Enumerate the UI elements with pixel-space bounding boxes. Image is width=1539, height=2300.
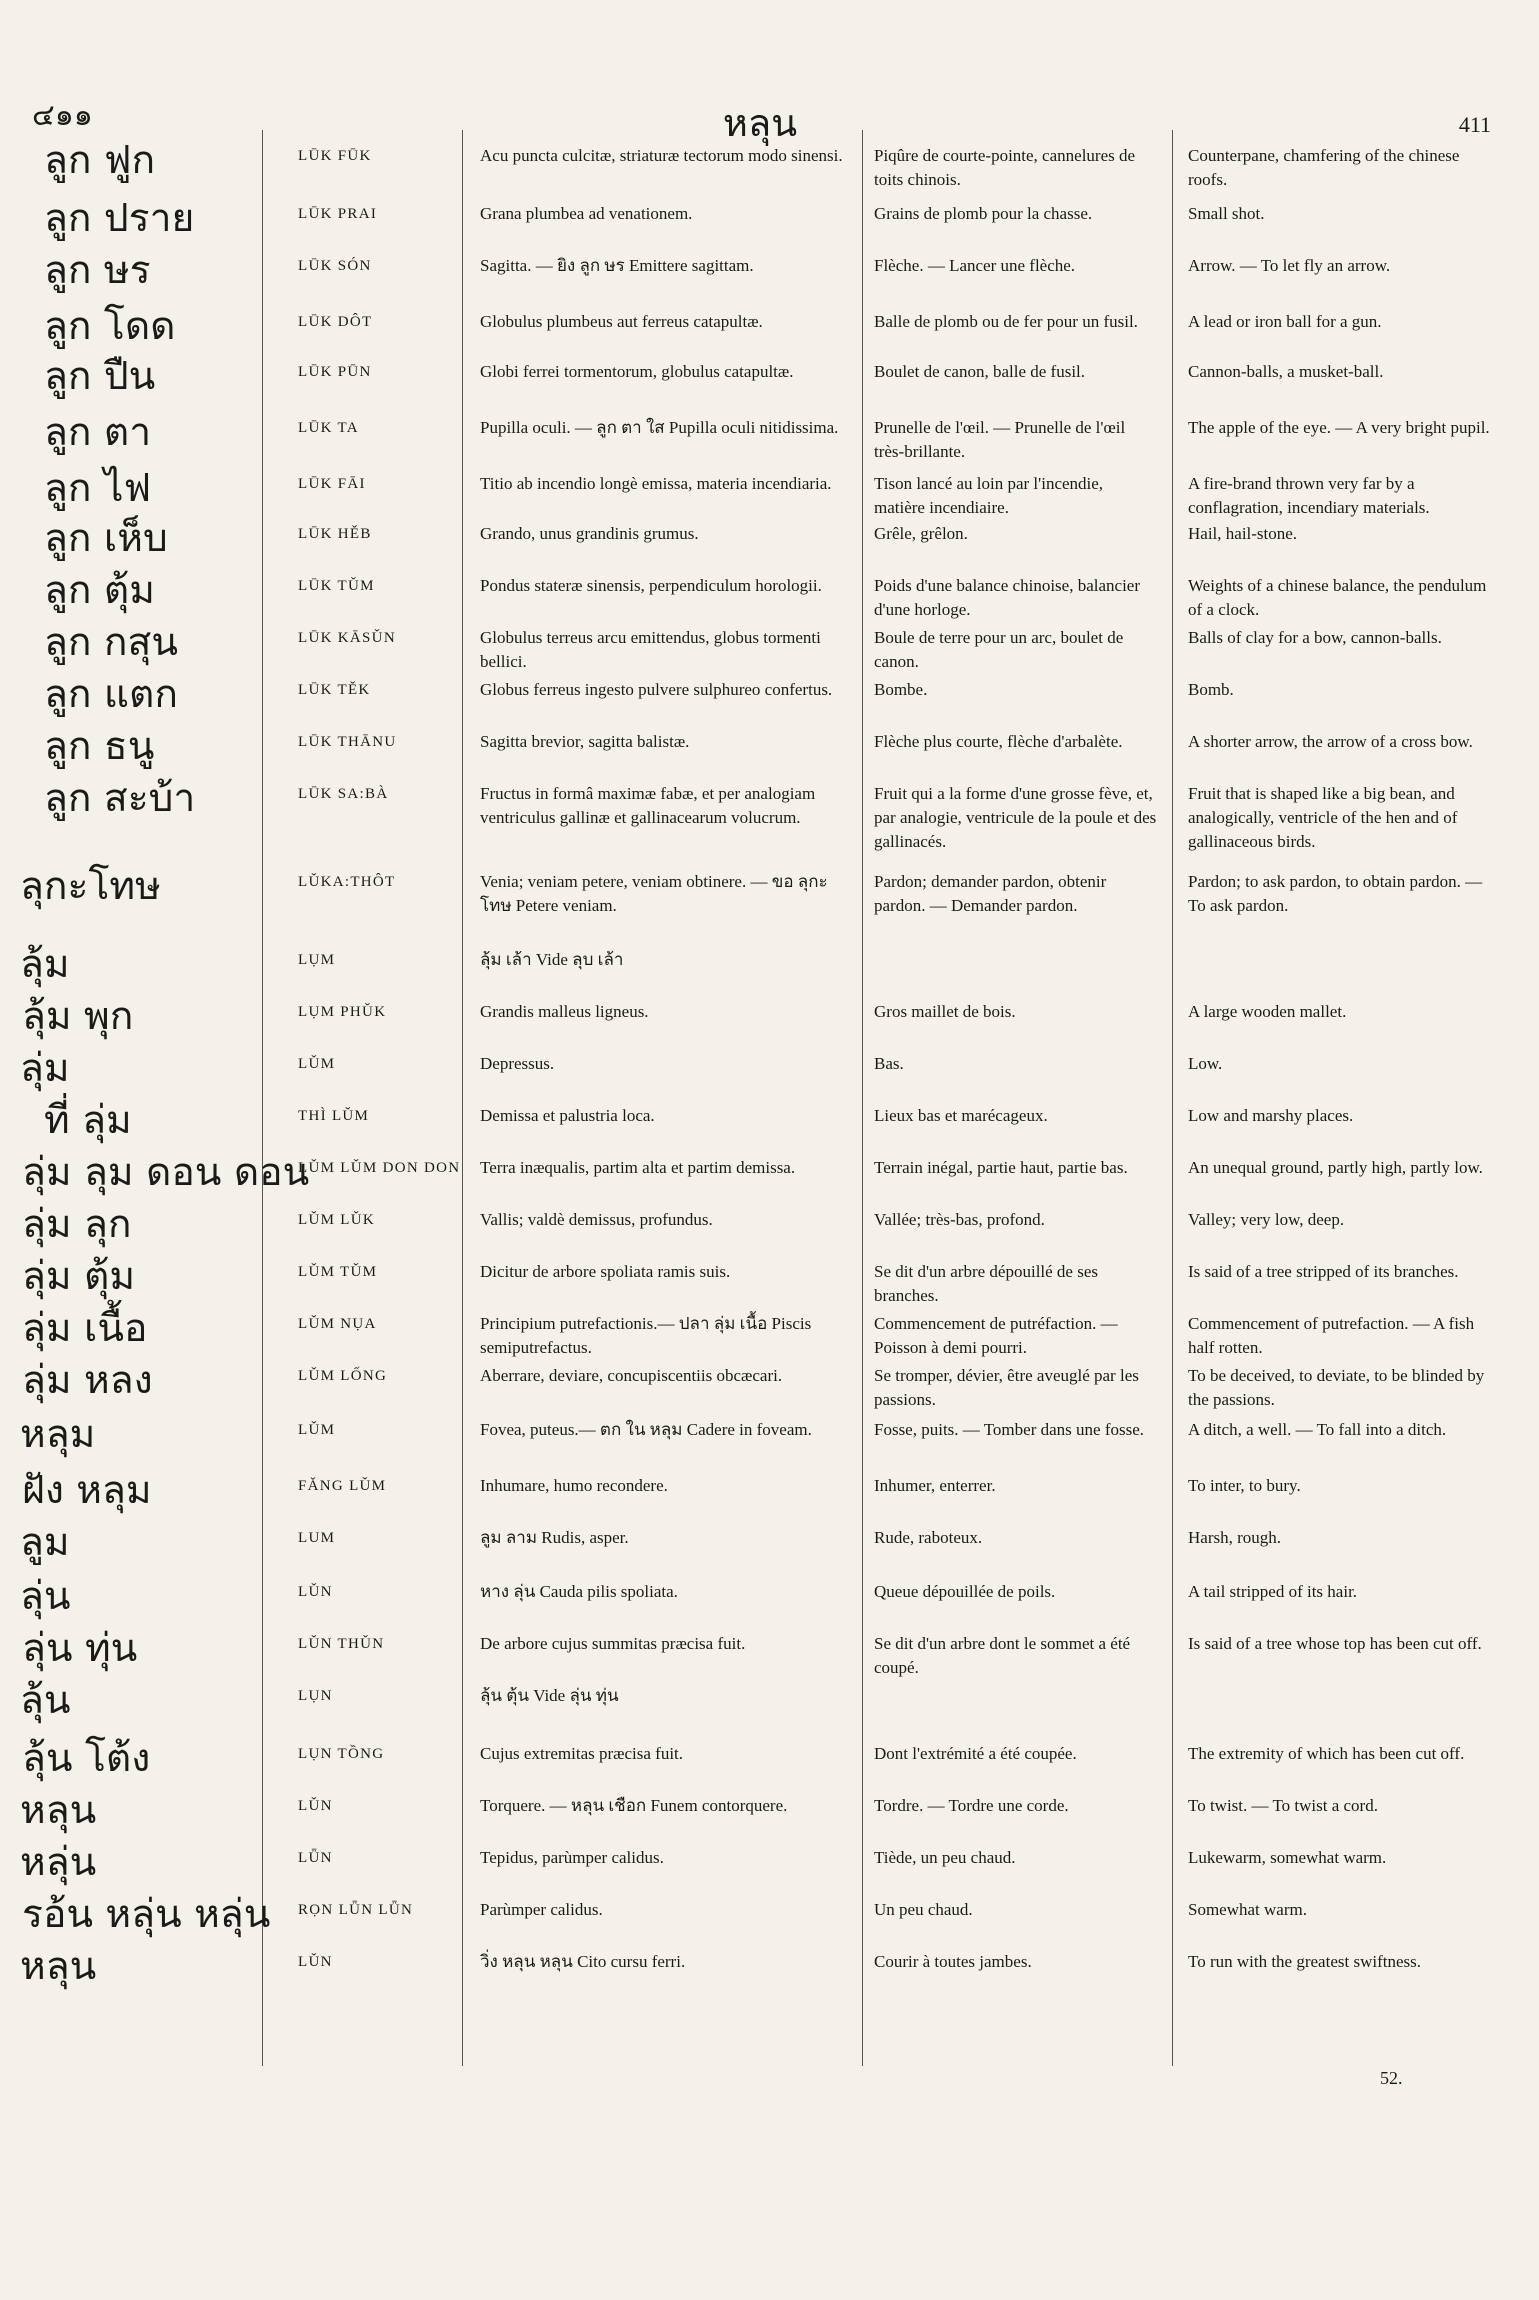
entry-latin: Globulus plumbeus aut ferreus catapultæ.	[480, 312, 763, 331]
entry-latin: Tepidus, parùmper calidus.	[480, 1848, 664, 1867]
entry-romanization: LǓM LỐNG	[298, 1368, 388, 1384]
entry-latin: Sagitta. — ยิง ลูก ษร Emittere sagittam.	[480, 256, 754, 275]
entry-latin: Venia; veniam petere, veniam obtinere. — ขอ ลุกะโทษ Petere veniam.	[480, 872, 828, 915]
entry-row	[0, 620, 1539, 672]
entry-french: Se dit d'un arbre dont le sommet a été coupé.	[874, 1634, 1131, 1677]
entry-romanization: LỤN TỒNG	[298, 1746, 385, 1762]
entry-french: Lieux bas et marécageux.	[874, 1106, 1048, 1125]
entry-latin: Titio ab incendio longè emissa, materia incendiaria.	[480, 474, 832, 493]
entry-row	[0, 304, 1539, 354]
entry-french: Prunelle de l'œil. — Prunelle de l'œil très-brillante.	[874, 418, 1126, 461]
entry-romanization: LǓN THǓN	[298, 1636, 385, 1652]
entry-english: Commencement of putrefaction. — A fish half rotten.	[1188, 1314, 1475, 1357]
entry-french	[862, 1678, 1172, 1684]
entry-romanization: RỌN LǕN LǕN	[298, 1902, 414, 1918]
entry-romanization: THÌ LǓM	[298, 1108, 370, 1124]
entry-romanization: LŪK PRAI	[298, 206, 378, 222]
entry-romanization: LǓN	[298, 1954, 333, 1970]
entry-latin: Inhumare, humo recondere.	[480, 1476, 668, 1495]
running-head: หลุน	[722, 101, 798, 145]
entry-english	[1172, 1678, 1532, 1684]
entry-headword: ลูก ปราย	[44, 196, 195, 241]
entry-english: Pardon; to ask pardon, to obtain pardon. — To ask pardon.	[1188, 872, 1483, 915]
entry-english: Harsh, rough.	[1188, 1528, 1282, 1547]
entry-romanization: LŪK TĚK	[298, 682, 371, 698]
entry-romanization: LỤN	[298, 1688, 333, 1704]
entry-row	[0, 1626, 1539, 1678]
entry-row	[0, 1202, 1539, 1254]
entry-romanization: LŪK TA	[298, 420, 359, 436]
entry-headword: ลุ่ม ลุม ดอน ดอน	[22, 1150, 310, 1195]
entry-english: Valley; very low, deep.	[1188, 1210, 1345, 1229]
entry-english: Small shot.	[1188, 204, 1265, 223]
entry-latin: Globulus terreus arcu emittendus, globus tormenti bellici.	[480, 628, 821, 671]
entry-romanization: LŪK SA:BÀ	[298, 786, 389, 802]
entry-latin: Principium putrefactionis.— ปลา ลุ่ม เนื้อ Piscis semiputrefactus.	[480, 1314, 812, 1357]
entry-english: To be deceived, to deviate, to be blinded by the passions.	[1188, 1366, 1485, 1409]
entry-headword: ที่ ลุ่ม	[44, 1098, 132, 1143]
entry-headword: ลูม	[20, 1520, 70, 1565]
entry-romanization: LŪK FŪK	[298, 148, 372, 164]
entry-row	[0, 864, 1539, 942]
entry-romanization: FǍNG LǓM	[298, 1478, 387, 1494]
entry-french: Gros maillet de bois.	[874, 1002, 1016, 1021]
entry-headword: หลุม	[20, 1412, 96, 1457]
page-number: 411	[1458, 112, 1491, 137]
entry-headword: ลุ่น	[20, 1574, 71, 1619]
entry-french: Grêle, grêlon.	[874, 524, 968, 543]
entry-french: Courir à toutes jambes.	[874, 1952, 1032, 1971]
entry-latin: Globi ferrei tormentorum, globulus catapultæ.	[480, 362, 794, 381]
entry-french: Pardon; demander pardon, obtenir pardon. — Demander pardon.	[874, 872, 1107, 915]
entry-french: Grains de plomb pour la chasse.	[874, 204, 1093, 223]
entry-french: Queue dépouillée de poils.	[874, 1582, 1056, 1601]
entry-latin: วิ่ง หลุน หลุน Cito cursu ferri.	[480, 1952, 686, 1971]
entry-english: A lead or iron ball for a gun.	[1188, 312, 1382, 331]
entry-row	[0, 568, 1539, 620]
entry-english: Cannon-balls, a musket-ball.	[1188, 362, 1384, 381]
entry-row	[0, 1098, 1539, 1150]
entry-headword: ลูก แตก	[44, 672, 178, 717]
entry-headword: ฝัง หลุม	[22, 1468, 152, 1513]
entry-english: A tail stripped of its hair.	[1188, 1582, 1358, 1601]
entry-romanization: LŪK TǓM	[298, 578, 375, 594]
entry-english: Low.	[1188, 1054, 1223, 1073]
entry-headword: หลุน	[20, 1788, 97, 1833]
entry-headword: ลุ่ม เนื้อ	[22, 1306, 148, 1351]
entry-english: To twist. — To twist a cord.	[1188, 1796, 1378, 1815]
entry-english: A ditch, a well. — To fall into a ditch.	[1188, 1420, 1447, 1439]
entry-list	[0, 138, 1539, 1996]
entry-romanization: LǓM NỤA	[298, 1316, 377, 1332]
entry-english: A large wooden mallet.	[1188, 1002, 1347, 1021]
entry-row	[0, 1306, 1539, 1358]
page-number-thai: ๔๑๑	[32, 98, 93, 133]
entry-row	[0, 1520, 1539, 1574]
entry-row	[0, 1840, 1539, 1892]
entry-headword: หลุ่น	[20, 1840, 97, 1885]
entry-french: Boule de terre pour un arc, boulet de canon.	[874, 628, 1124, 671]
entry-row	[0, 994, 1539, 1046]
entry-romanization: LŪK KĀSǓN	[298, 630, 396, 646]
entry-row	[0, 516, 1539, 568]
entry-romanization: LŪK SÓN	[298, 258, 372, 274]
entry-romanization: LǕN	[298, 1850, 333, 1866]
entry-headword: ลุ้ม	[20, 942, 70, 987]
entry-english: The apple of the eye. — A very bright pupil.	[1188, 418, 1490, 437]
entry-romanization: LỤM PHǓK	[298, 1004, 387, 1020]
entry-french: Boulet de canon, balle de fusil.	[874, 362, 1086, 381]
entry-row	[0, 1358, 1539, 1412]
entry-row	[0, 1468, 1539, 1520]
entry-headword: ลูก กสุน	[44, 620, 178, 665]
entry-row	[0, 248, 1539, 304]
entry-romanization: LŪK FĀI	[298, 476, 366, 492]
entry-english: To inter, to bury.	[1188, 1476, 1301, 1495]
entry-latin: Terra inæqualis, partim alta et partim demissa.	[480, 1158, 796, 1177]
entry-french: Dont l'extrémité a été coupée.	[874, 1744, 1077, 1763]
entry-french: Rude, raboteux.	[874, 1528, 983, 1547]
entry-french: Bombe.	[874, 680, 928, 699]
entry-headword: ลุ่น ทุ่น	[22, 1626, 138, 1671]
entry-french: Balle de plomb ou de fer pour un fusil.	[874, 312, 1138, 331]
entry-headword: ลูก สะบ้า	[44, 776, 196, 821]
entry-headword: ลุ่ม	[20, 1046, 70, 1091]
entry-french: Se tromper, dévier, être aveuglé par les passions.	[874, 1366, 1139, 1409]
entry-english: Balls of clay for a bow, cannon-balls.	[1188, 628, 1442, 647]
entry-romanization: LǓN	[298, 1798, 333, 1814]
entry-row	[0, 466, 1539, 516]
entry-english: Weights of a chinese balance, the pendulum of a clock.	[1188, 576, 1487, 619]
entry-latin: Dicitur de arbore spoliata ramis suis.	[480, 1262, 731, 1281]
entry-latin: Parùmper calidus.	[480, 1900, 603, 1919]
entry-french: Piqûre de courte-pointe, cannelures de toits chinois.	[874, 146, 1136, 189]
entry-headword: ลูก ธนู	[44, 724, 155, 769]
entry-headword: ลูก ษร	[44, 248, 151, 293]
entry-french: Commencement de putréfaction. — Poisson à demi pourri.	[874, 1314, 1118, 1357]
entry-english	[1172, 942, 1532, 948]
entry-row	[0, 1412, 1539, 1468]
entry-french: Fruit qui a la forme d'une grosse fève, et, par analogie, ventricule de la poule et des gallinacés.	[874, 784, 1157, 851]
entry-row	[0, 1254, 1539, 1306]
entry-latin: Cujus extremitas præcisa fuit.	[480, 1744, 684, 1763]
entry-latin: Pondus stateræ sinensis, perpendiculum horologii.	[480, 576, 822, 595]
entry-french: Tordre. — Tordre une corde.	[874, 1796, 1069, 1815]
entry-english: Counterpane, chamfering of the chinese roofs.	[1188, 146, 1460, 189]
entry-latin: Grana plumbea ad venationem.	[480, 204, 693, 223]
entry-row	[0, 1736, 1539, 1788]
entry-romanization: LǓN	[298, 1584, 333, 1600]
signature-mark: 52.	[1380, 2068, 1403, 2088]
entry-headword: ลุ่ม ลุก	[22, 1202, 132, 1247]
entry-latin: หาง ลุ่น Cauda pilis spoliata.	[480, 1582, 678, 1601]
entry-french: Tiède, un peu chaud.	[874, 1848, 1016, 1867]
entry-english: To run with the greatest swiftness.	[1188, 1952, 1421, 1971]
entry-romanization: LŪK THĀNU	[298, 734, 397, 750]
entry-row	[0, 1150, 1539, 1202]
entry-english: A shorter arrow, the arrow of a cross bow.	[1188, 732, 1473, 751]
entry-english: Hail, hail-stone.	[1188, 524, 1298, 543]
entry-headword: ลูก ไฟ	[44, 466, 152, 511]
entry-headword: ลุ้ม พุก	[22, 994, 134, 1039]
entry-latin: Grando, unus grandinis grumus.	[480, 524, 699, 543]
entry-headword: ลูก ฟูก	[44, 138, 156, 183]
entry-latin: Torquere. — หลุน เชือก Funem contorquere.	[480, 1796, 788, 1815]
entry-french: Se dit d'un arbre dépouillé de ses branches.	[874, 1262, 1099, 1305]
entry-row	[0, 196, 1539, 248]
entry-headword: ลูก เห็บ	[44, 516, 168, 561]
entry-english: Lukewarm, somewhat warm.	[1188, 1848, 1387, 1867]
entry-latin: Grandis malleus ligneus.	[480, 1002, 649, 1021]
entry-headword: ลูก ตุ้ม	[44, 568, 155, 613]
entry-headword: ลุ่ม หลง	[22, 1358, 153, 1403]
entry-french: Fosse, puits. — Tomber dans une fosse.	[874, 1420, 1145, 1439]
entry-headword: ลูก ตา	[44, 410, 152, 455]
entry-latin: Aberrare, deviare, concupiscentiis obcæcari.	[480, 1366, 783, 1385]
entry-english: Arrow. — To let fly an arrow.	[1188, 256, 1391, 275]
entry-french: Tison lancé au loin par l'incendie, matière incendiaire.	[874, 474, 1104, 517]
entry-romanization: LỤM	[298, 952, 336, 968]
entry-latin: De arbore cujus summitas præcisa fuit.	[480, 1634, 746, 1653]
entry-romanization: LǓM TǓM	[298, 1264, 378, 1280]
entry-headword: ลุ่ม ตุ้ม	[22, 1254, 136, 1299]
entry-row	[0, 1788, 1539, 1840]
entry-french: Flèche. — Lancer une flèche.	[874, 256, 1076, 275]
entry-french: Un peu chaud.	[874, 1900, 973, 1919]
entry-french: Vallée; très-bas, profond.	[874, 1210, 1045, 1229]
entry-latin: Depressus.	[480, 1054, 555, 1073]
entry-headword: ลุกะโทษ	[20, 864, 161, 909]
entry-french: Poids d'une balance chinoise, balancier d'une horloge.	[874, 576, 1140, 619]
entry-romanization: LǓKA:THÔT	[298, 874, 396, 890]
entry-row	[0, 1574, 1539, 1626]
entry-row	[0, 1944, 1539, 1996]
entry-romanization: LŪK HĚB	[298, 526, 372, 542]
entry-headword: ลูก ปืน	[44, 354, 156, 399]
entry-headword: ลุ้น	[20, 1678, 71, 1723]
entry-french: Flèche plus courte, flèche d'arbalète.	[874, 732, 1123, 751]
entry-headword: ลุ้น โต้ง	[22, 1736, 151, 1781]
entry-row	[0, 138, 1539, 196]
entry-row	[0, 776, 1539, 864]
entry-english: Is said of a tree whose top has been cut off.	[1188, 1634, 1482, 1653]
entry-row	[0, 672, 1539, 724]
entry-english: A fire-brand thrown very far by a conflagration, incendiary materials.	[1188, 474, 1430, 517]
entry-latin: Globus ferreus ingesto pulvere sulphureo confertus.	[480, 680, 833, 699]
entry-english: Bomb.	[1188, 680, 1234, 699]
entry-row	[0, 724, 1539, 776]
entry-latin: ลุ้ม เล้า Vide ลุบ เล้า	[480, 950, 624, 969]
entry-romanization: LŪK DÔT	[298, 314, 373, 330]
entry-latin: Pupilla oculi. — ลูก ตา ใส Pupilla oculi nitidissima.	[480, 418, 839, 437]
entry-english: Is said of a tree stripped of its branches.	[1188, 1262, 1459, 1281]
entry-row	[0, 410, 1539, 466]
entry-row	[0, 354, 1539, 410]
entry-english: Somewhat warm.	[1188, 1900, 1307, 1919]
entry-headword: รอ้น หลุ่น หลุ่น	[22, 1892, 271, 1937]
entry-french: Terrain inégal, partie haut, partie bas.	[874, 1158, 1128, 1177]
entry-english: Fruit that is shaped like a big bean, and analogically, ventricle of the hen and of gallinaceous birds.	[1188, 784, 1458, 851]
entry-french	[862, 942, 1172, 948]
entry-english: The extremity of which has been cut off.	[1188, 1744, 1465, 1763]
entry-headword: หลุน	[20, 1944, 97, 1989]
entry-romanization: LǓM LǓM DON DON	[298, 1160, 461, 1176]
entry-latin: Fovea, puteus.— ตก ใน หลุม Cadere in foveam.	[480, 1420, 812, 1439]
entry-latin: Demissa et palustria loca.	[480, 1106, 655, 1125]
entry-romanization: LǓM	[298, 1422, 336, 1438]
entry-row	[0, 1892, 1539, 1944]
entry-latin: Fructus in formâ maximæ fabæ, et per analogiam ventriculus gallinæ et gallinacearum volucrum.	[480, 784, 816, 827]
entry-romanization: LǓM LǓK	[298, 1212, 376, 1228]
entry-row	[0, 1678, 1539, 1736]
entry-english: An unequal ground, partly high, partly low.	[1188, 1158, 1483, 1177]
entry-row	[0, 942, 1539, 994]
entry-row	[0, 1046, 1539, 1098]
entry-romanization: LŪK PŪN	[298, 364, 372, 380]
entry-latin: ลูม ลาม Rudis, asper.	[480, 1528, 629, 1547]
entry-latin: Vallis; valdè demissus, profundus.	[480, 1210, 713, 1229]
entry-romanization: LǓM	[298, 1056, 336, 1072]
entry-latin: Acu puncta culcitæ, striaturæ tectorum modo sinensi.	[480, 146, 843, 165]
entry-headword: ลูก โดด	[44, 304, 176, 349]
entry-latin: ลุ้น ตุ้น Vide ลุ่น ทุ่น	[480, 1686, 619, 1705]
entry-french: Bas.	[874, 1054, 904, 1073]
entry-romanization: LUM	[298, 1530, 336, 1546]
entry-english: Low and marshy places.	[1188, 1106, 1354, 1125]
entry-french: Inhumer, enterrer.	[874, 1476, 996, 1495]
entry-latin: Sagitta brevior, sagitta balistæ.	[480, 732, 690, 751]
